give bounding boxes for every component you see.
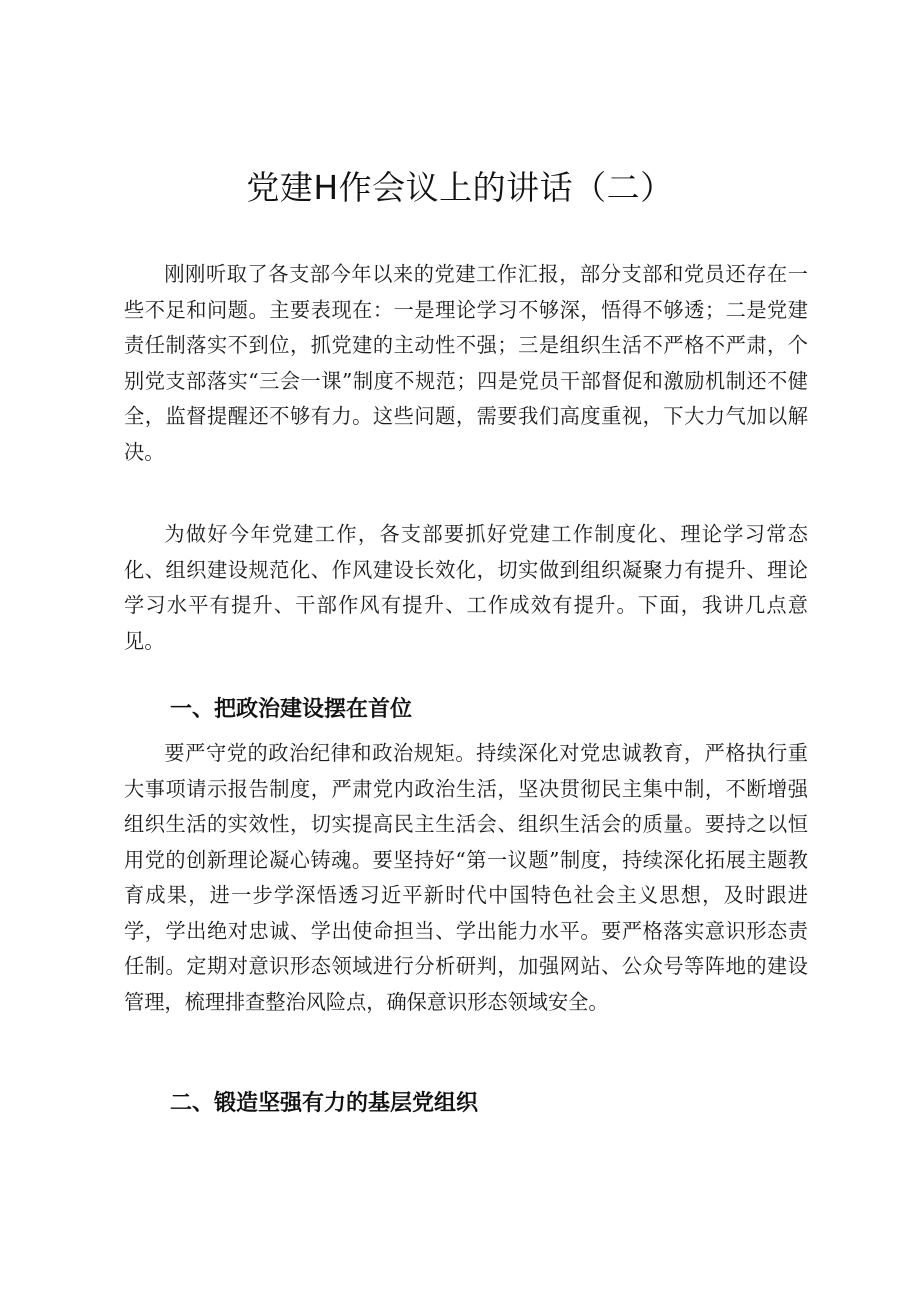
section-heading-1: 一、把政治建设摆在首位 — [170, 697, 413, 722]
section-heading-2: 二、锻造坚强有力的基层党组织 — [170, 1091, 479, 1116]
section-1-body: 要严守党的政治纪律和政治规矩。持续深化对党忠诚教育，严格执行重大事项请示报告制度，严肃党内政治生活，坚决贯彻民主集中制，不断增强组织生活的实效性，切实提高民主生活会、组织生活会的质量。要持之以恒用党的创新理论凝心铸魂。要坚持好“第一议题”制度，持续深化拓展主题教育成果，进一步学深悟透习近平新时代中国特色社会主义思想，及时跟进学，学出绝对忠诚、学出使命担当、学出能力水平。要严格落实意识形态责任制。定期对意识形态领域进行分析研判，加强网站、公众号等阵地的建设管理，梳理排查整治风险点，确保意识形态领域安全。 — [124, 741, 808, 1014]
document-title: 党建H作会议上的讲话（二） — [246, 168, 674, 207]
intro-paragraph: 刚刚听取了各支部今年以来的党建工作汇报，部分支部和党员还存在一些不足和问题。主要表现在：一是理论学习不够深，悟得不够透；二是党建责任制落实不到位，抓党建的主动性不强；三是组织生活不严格不严肃，个别党支部落实“三会一课”制度不规范；四是党员干部督促和激励机制还不健全，监督提醒还不够有力。这些问题，需要我们高度重视，下大力气加以解决。 — [124, 262, 808, 464]
goals-paragraph: 为做好今年党建工作，各支部要抓好党建工作制度化、理论学习常态化、组织建设规范化、作风建设长效化，切实做到组织凝聚力有提升、理论学习水平有提升、干部作风有提升、工作成效有提升。下面，我讲几点意见。 — [124, 522, 808, 653]
